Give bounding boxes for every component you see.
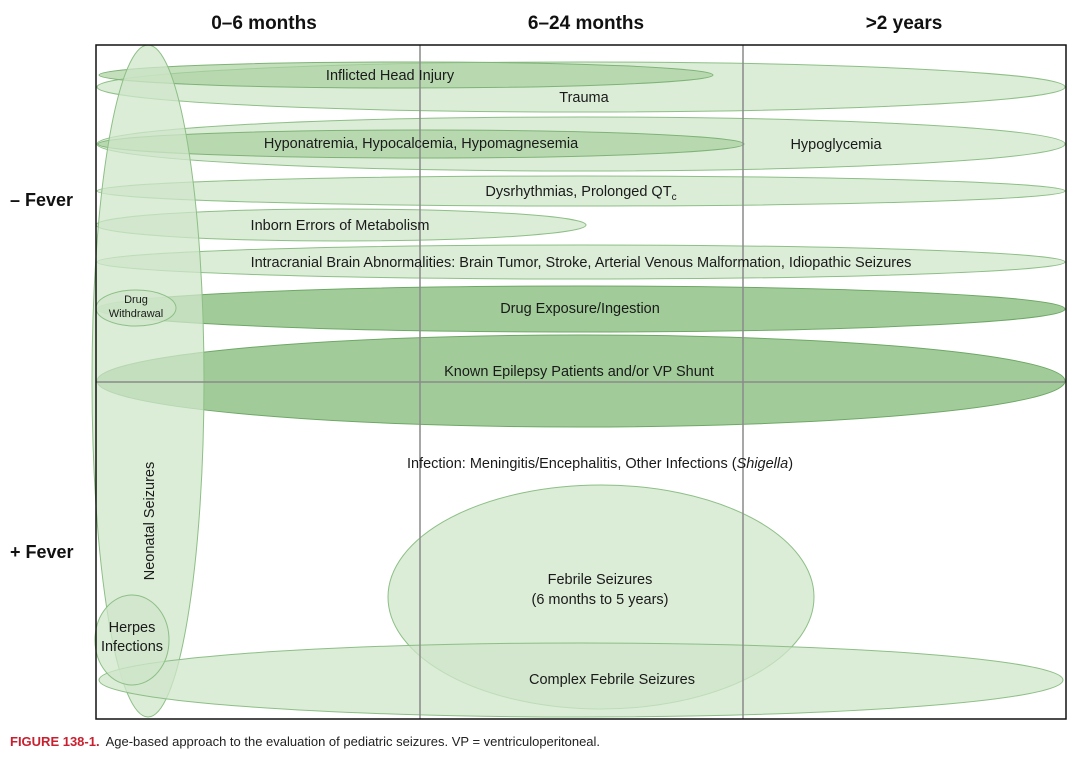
- neonatal-seizures-label: Neonatal Seizures: [142, 461, 158, 581]
- infection-label-shigella: Shigella: [736, 456, 789, 472]
- febrile-seizures-label-line2: (6 months to 5 years): [531, 592, 669, 608]
- epilepsy-vp-shunt-label: Known Epilepsy Patients and/or VP Shunt: [444, 364, 714, 380]
- trauma-label: Trauma: [559, 90, 609, 106]
- column-heading-0-6-months: 0–6 months: [211, 13, 317, 34]
- infection-label: [407, 456, 793, 472]
- figure-caption: [10, 734, 600, 749]
- complex-febrile-seizures-label: Complex Febrile Seizures: [528, 672, 696, 688]
- dysrhythmias-subscript: c: [671, 192, 677, 203]
- infection-label-prefix: Infection: Meningitis/Encephalitis, Other Infections (: [406, 456, 737, 472]
- epilepsy-vp-shunt-ellipse: [97, 335, 1065, 427]
- febrile-seizures-label-line1: Febrile Seizures: [547, 572, 653, 588]
- herpes-infections-label-line1: Herpes: [108, 620, 156, 636]
- figure-caption-text: Age-based approach to the evaluation of pediatric seizures. VP = ventriculoperitoneal.: [105, 734, 601, 749]
- infection-label-suffix: ): [788, 456, 794, 472]
- column-heading-over-2-years: >2 years: [865, 13, 943, 34]
- inflicted-head-injury-label: Inflicted Head Injury: [325, 68, 455, 84]
- electrolytes-label: Hyponatremia, Hypocalcemia, Hypomagnesemia: [263, 136, 579, 152]
- intracranial-label: Intracranial Brain Abnormalities: Brain Tumor, Stroke, Arterial Venous Malformation, Idiopathic Seizures: [250, 255, 912, 271]
- row-heading-no-fever: – Fever: [10, 190, 74, 210]
- column-heading-6-24-months: 6–24 months: [527, 13, 645, 34]
- drug-withdrawal-label-line1: Drug: [124, 294, 148, 306]
- drug-withdrawal-label-line2: Withdrawal: [108, 308, 164, 320]
- herpes-infections-label-line2: Infections: [100, 639, 164, 655]
- hypoglycemia-label: Hypoglycemia: [790, 137, 882, 153]
- figure-number: FIGURE 138-1.: [10, 734, 100, 749]
- inborn-errors-label: Inborn Errors of Metabolism: [250, 218, 430, 234]
- dysrhythmias-text: Dysrhythmias, Prolonged QT: [485, 184, 672, 200]
- drug-exposure-label: Drug Exposure/Ingestion: [500, 301, 660, 317]
- row-heading-fever: + Fever: [10, 542, 74, 562]
